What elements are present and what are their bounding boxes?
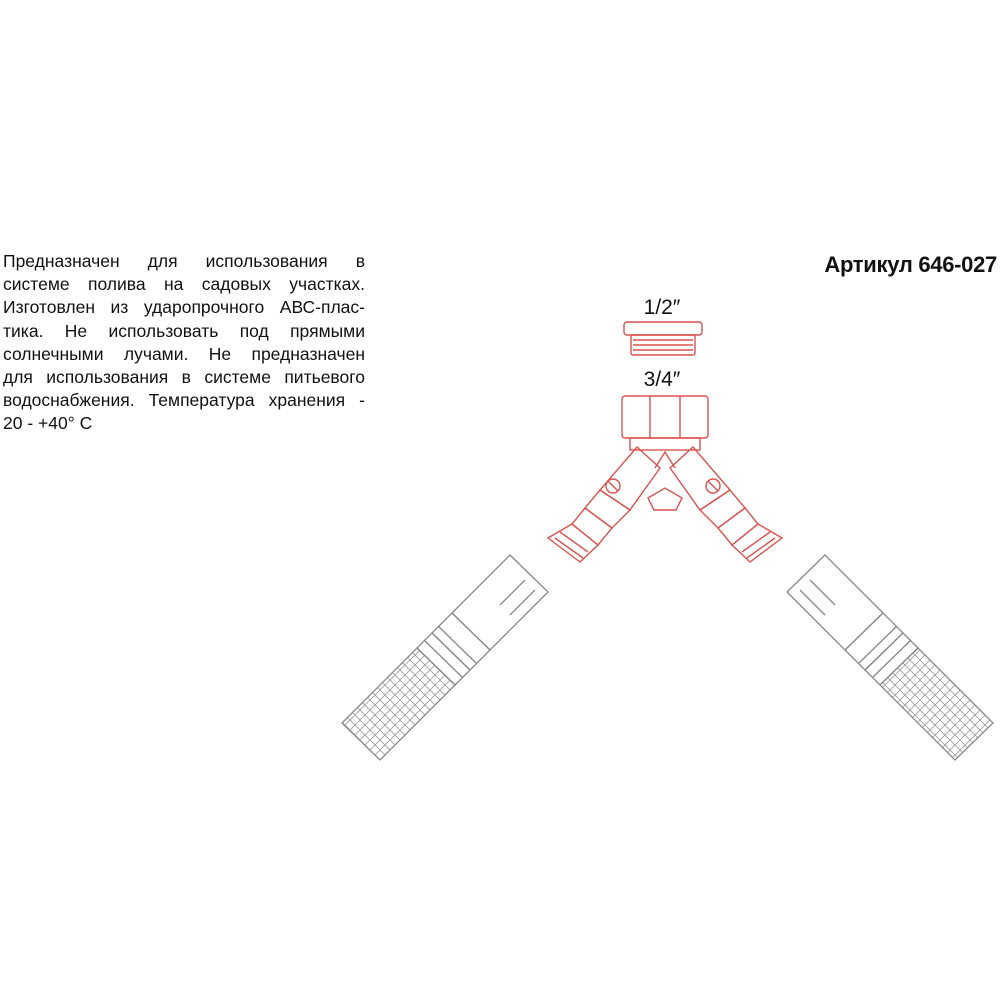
right-branch (670, 447, 782, 562)
right-hose-connector (787, 555, 993, 760)
description-line: водоснабжения. Температура хранения - (3, 390, 365, 411)
article-number: Артикул 646-027 (824, 252, 997, 277)
description-line: Изготовлен из ударопрочного АВС-плас- (3, 297, 365, 318)
description-line: Предназначен для использования в (3, 251, 365, 271)
junction (648, 452, 682, 510)
main-thread-label: 3/4″ (643, 368, 681, 391)
left-hose-connector (342, 555, 548, 760)
main-coupling (622, 396, 708, 450)
description-line: солнечными лучами. Не предназначен (3, 343, 365, 364)
description-line: для использования в системе питьевого (3, 367, 365, 388)
description-line: 20 - +40° С (3, 413, 93, 434)
description-line: тика. Не использовать под прямыми (3, 320, 365, 341)
top-thread-label: 1/2″ (643, 296, 681, 319)
adapter-fitting (624, 322, 702, 355)
left-branch (548, 447, 660, 562)
description-line: системе полива на садовых участках. (3, 274, 365, 295)
